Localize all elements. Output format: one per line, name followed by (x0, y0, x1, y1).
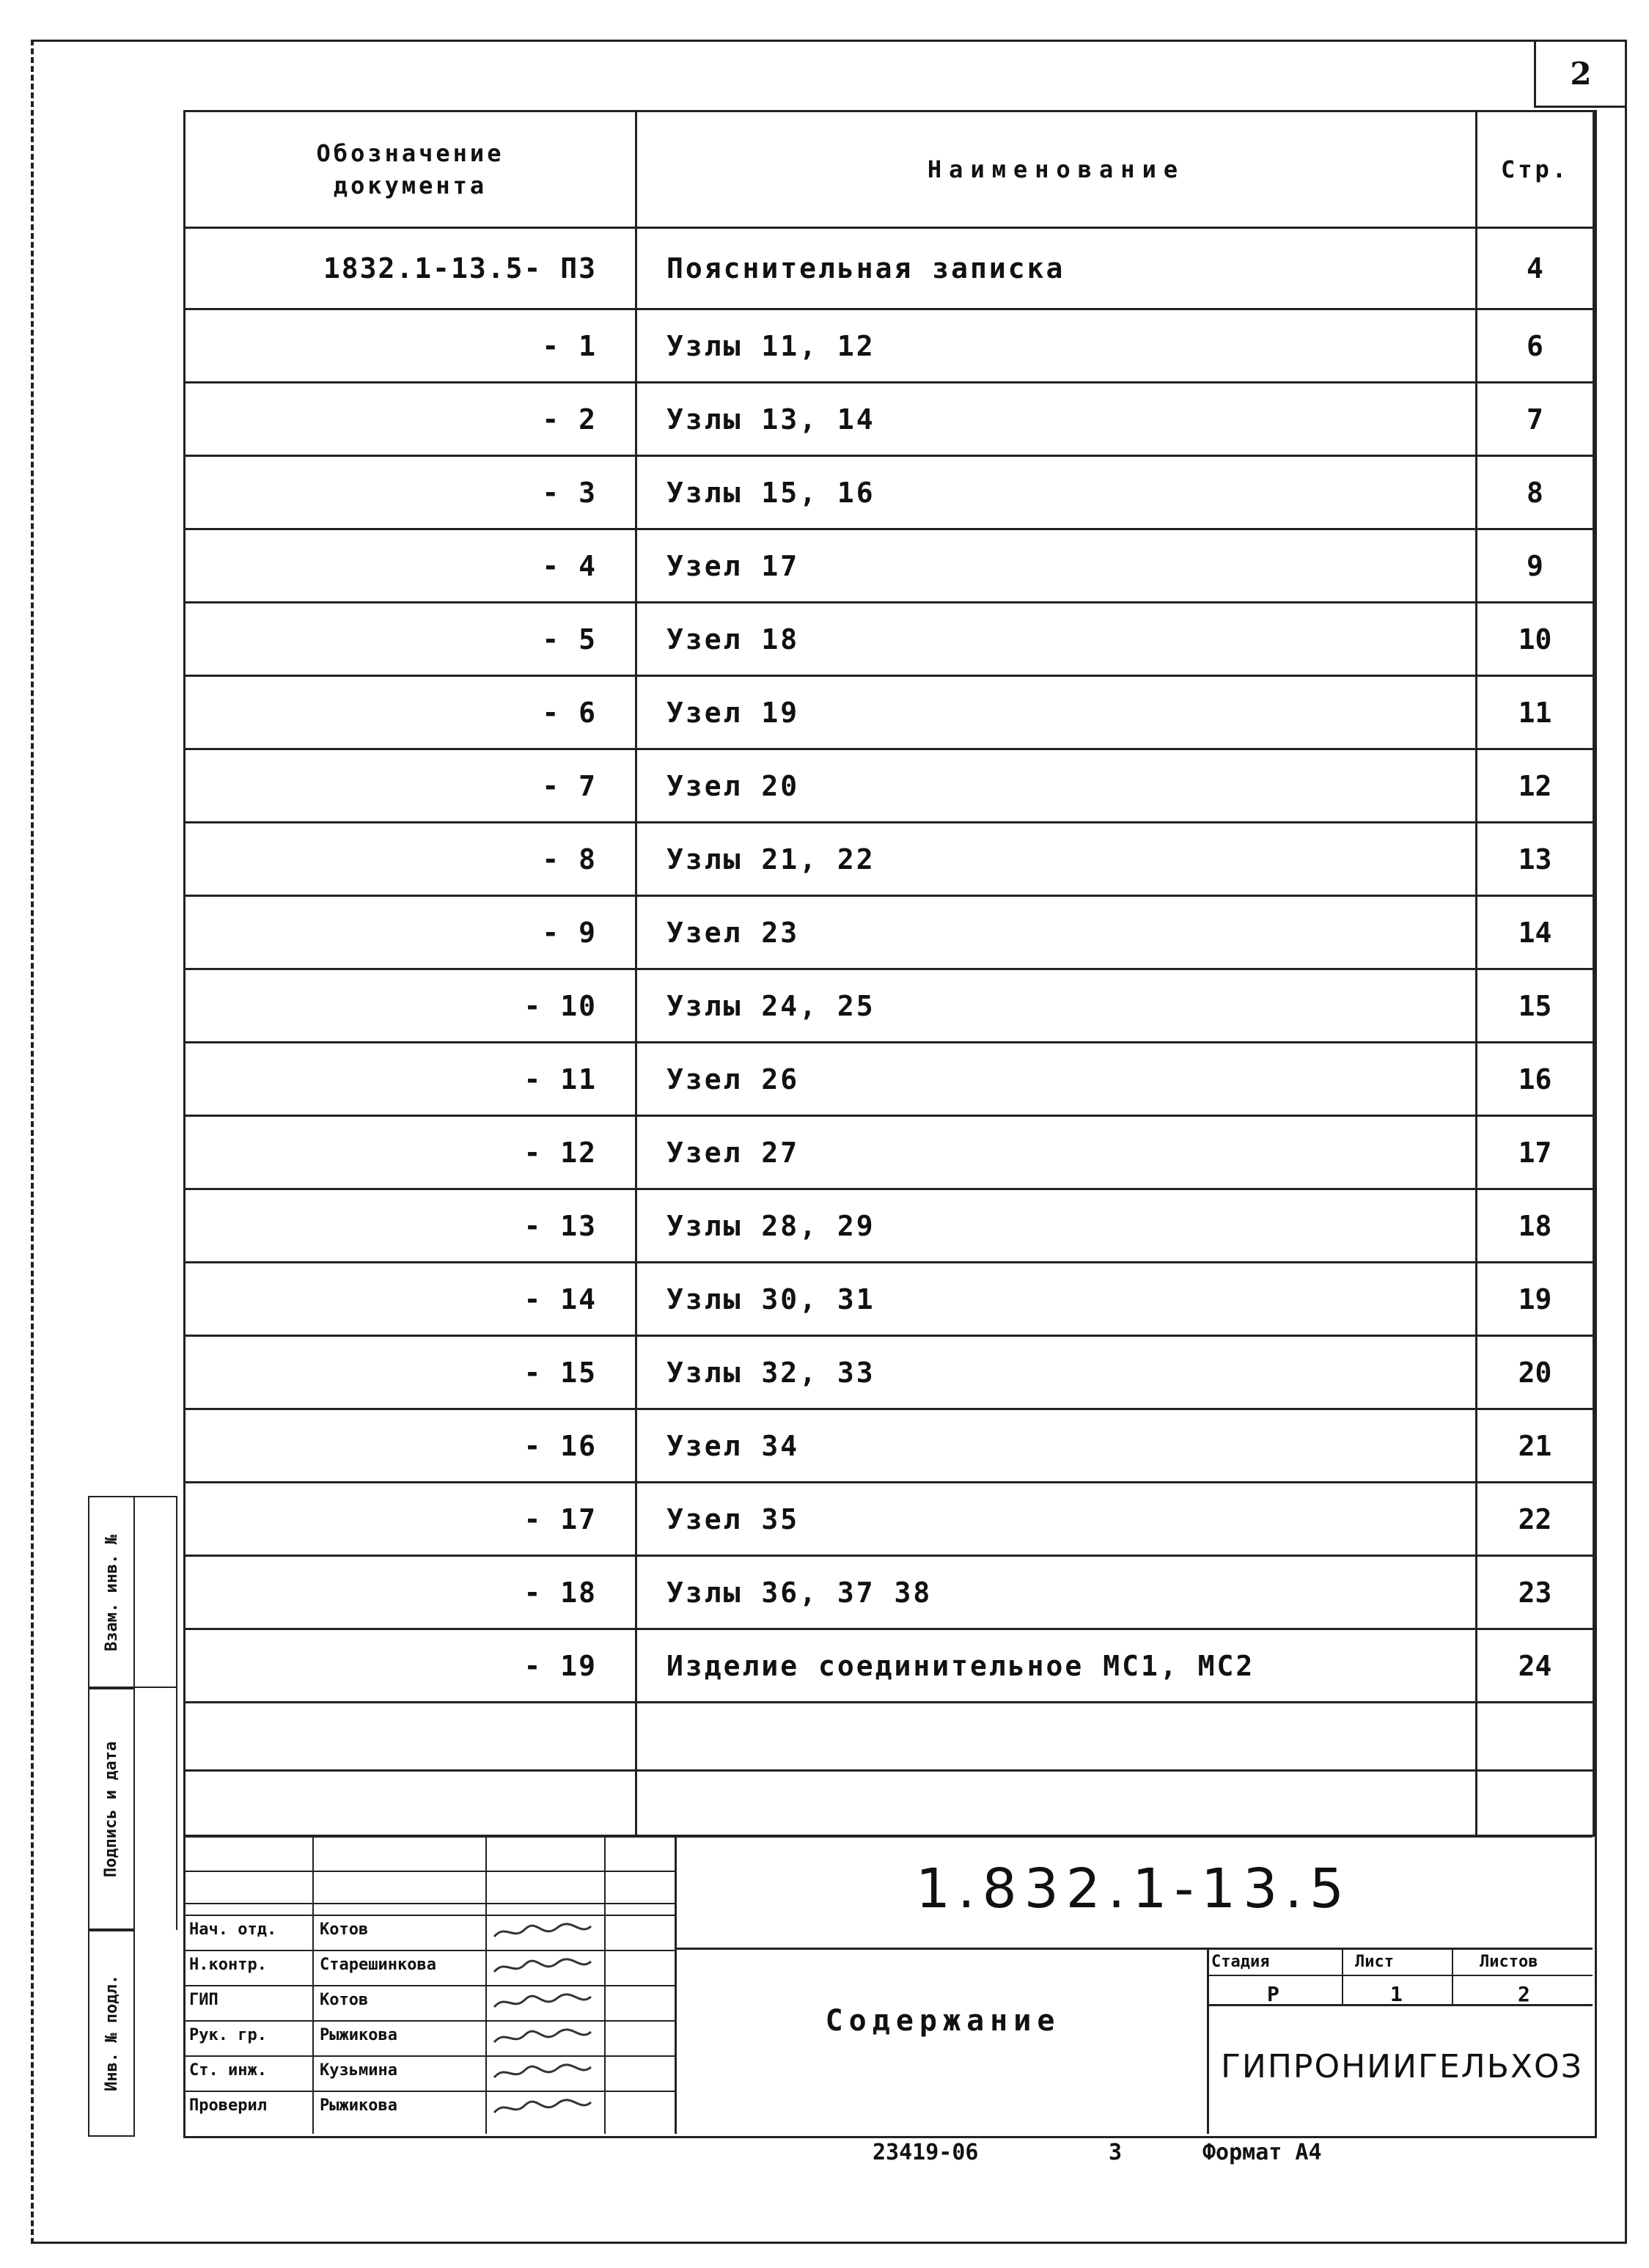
row-name: Узел 34 (636, 1409, 1477, 1483)
row-page: 19 (1477, 1263, 1594, 1336)
table-row (185, 969, 1594, 1043)
strip-original-inventory: Инв. № подл. (88, 1928, 135, 2137)
row-name: Узлы 13, 14 (636, 383, 1477, 456)
row-name: Узлы 36, 37 38 (636, 1556, 1477, 1629)
handwritten-signature (491, 2026, 594, 2052)
footer-copy-number: 23419-06 (873, 2140, 979, 2165)
footer-page: 3 (1109, 2140, 1123, 2165)
signature-surname: Котов (320, 1991, 369, 2009)
row-page: 23 (1477, 1556, 1594, 1629)
row-page: 22 (1477, 1483, 1594, 1556)
table-row-empty (185, 1703, 1594, 1771)
sheets-label: Листов (1480, 1953, 1538, 1971)
signature-table (183, 1835, 675, 2134)
row-name: Узел 23 (636, 896, 1477, 969)
sheet-label: Лист (1355, 1953, 1394, 1971)
signature-role: Ст. инж. (189, 2061, 267, 2080)
row-designation: - 1 (185, 309, 636, 383)
signature-role: Н.контр. (189, 1956, 267, 1974)
table-row (185, 309, 1594, 383)
signature-row (183, 2093, 675, 2118)
row-page: 12 (1477, 749, 1594, 823)
row-page: 8 (1477, 456, 1594, 529)
row-page: 7 (1477, 383, 1594, 456)
row-page: 18 (1477, 1189, 1594, 1263)
row-name: Изделие соединительное МС1, МС2 (636, 1629, 1477, 1703)
row-page: 15 (1477, 969, 1594, 1043)
table-row (185, 1409, 1594, 1483)
handwritten-signature (491, 1956, 594, 1982)
stage-label: Стадия (1211, 1953, 1270, 1971)
header-name: Наименование (636, 111, 1477, 228)
table-row (185, 823, 1594, 896)
handwritten-signature (491, 1991, 594, 2017)
row-designation: - 9 (185, 896, 636, 969)
row-name: Узлы 21, 22 (636, 823, 1477, 896)
table-row (185, 1629, 1594, 1703)
row-name: Узлы 24, 25 (636, 969, 1477, 1043)
document-designation: 1.832.1-13.5 (916, 1857, 1351, 1920)
row-designation: - 19 (185, 1629, 636, 1703)
signature-surname: Рыжикова (320, 2096, 397, 2115)
row-page: 17 (1477, 1116, 1594, 1189)
signature-row (183, 1917, 675, 1942)
row-designation: 1832.1-13.5- ПЗ (185, 228, 636, 309)
contents-body (185, 228, 1594, 1836)
row-designation: - 16 (185, 1409, 636, 1483)
row-designation: - 10 (185, 969, 636, 1043)
row-designation: - 5 (185, 603, 636, 676)
row-page: 10 (1477, 603, 1594, 676)
row-page: 14 (1477, 896, 1594, 969)
row-designation: - 2 (185, 383, 636, 456)
row-designation: - 18 (185, 1556, 636, 1629)
signature-surname: Рыжикова (320, 2026, 397, 2044)
row-designation: - 17 (185, 1483, 636, 1556)
row-name: Узел 26 (636, 1043, 1477, 1116)
table-row (185, 1336, 1594, 1409)
sheet-value: 1 (1390, 1982, 1403, 2006)
table-row (185, 749, 1594, 823)
row-name: Узел 17 (636, 529, 1477, 603)
footer-format: Формат А4 (1202, 2140, 1322, 2165)
strip-signature-date: Подпись и дата (88, 1687, 135, 1931)
row-page: 24 (1477, 1629, 1594, 1703)
strip-value-2 (132, 1687, 177, 1930)
strip-value-1 (132, 1496, 177, 1688)
signature-role: Рук. гр. (189, 2026, 267, 2044)
row-name: Узлы 28, 29 (636, 1189, 1477, 1263)
table-row (185, 228, 1594, 309)
table-row (185, 383, 1594, 456)
table-row (185, 676, 1594, 749)
title-block (183, 1835, 1593, 2134)
table-row (185, 456, 1594, 529)
row-page: 11 (1477, 676, 1594, 749)
row-page: 13 (1477, 823, 1594, 896)
handwritten-signature (491, 2061, 594, 2088)
row-name: Пояснительная записка (636, 228, 1477, 309)
row-name: Узел 20 (636, 749, 1477, 823)
row-page: 9 (1477, 529, 1594, 603)
header-page: Стр. (1477, 111, 1594, 228)
organization-name: ГИПРОНИИГЕЛЬХОЗ (1221, 2048, 1583, 2085)
signature-role: Проверил (189, 2096, 267, 2115)
row-designation: - 11 (185, 1043, 636, 1116)
row-designation: - 7 (185, 749, 636, 823)
row-name: Узлы 32, 33 (636, 1336, 1477, 1409)
strip-swap-inventory: Взам. инв. № (88, 1496, 135, 1689)
stage-value: Р (1267, 1982, 1279, 2006)
signature-surname: Кузьмина (320, 2061, 397, 2080)
table-row (185, 1116, 1594, 1189)
table-row (185, 1043, 1594, 1116)
signature-surname: Старешинкова (320, 1956, 436, 1974)
row-name: Узел 18 (636, 603, 1477, 676)
row-name: Узлы 30, 31 (636, 1263, 1477, 1336)
row-name: Узел 27 (636, 1116, 1477, 1189)
row-name: Узел 19 (636, 676, 1477, 749)
row-page: 20 (1477, 1336, 1594, 1409)
signature-row (183, 2023, 675, 2048)
signature-role: Нач. отд. (189, 1920, 277, 1939)
document-title: Содержание (825, 2004, 1061, 2038)
handwritten-signature (491, 2096, 594, 2123)
row-page: 6 (1477, 309, 1594, 383)
table-row (185, 896, 1594, 969)
row-designation: - 12 (185, 1116, 636, 1189)
row-designation: - 4 (185, 529, 636, 603)
header-designation: Обозначение документа (185, 111, 636, 228)
table-row (185, 1556, 1594, 1629)
sheets-value: 2 (1518, 1982, 1530, 2006)
row-designation: - 3 (185, 456, 636, 529)
row-designation: - 6 (185, 676, 636, 749)
table-header (185, 111, 1594, 228)
table-row-empty (185, 1771, 1594, 1836)
table-row (185, 1189, 1594, 1263)
handwritten-signature (491, 1920, 594, 1947)
row-designation: - 15 (185, 1336, 636, 1409)
table-row (185, 529, 1594, 603)
signature-row (183, 1988, 675, 2013)
signature-row (183, 1953, 675, 1978)
row-page: 4 (1477, 228, 1594, 309)
table-row (185, 1483, 1594, 1556)
row-name: Узлы 11, 12 (636, 309, 1477, 383)
table-row (185, 603, 1594, 676)
row-name: Узлы 15, 16 (636, 456, 1477, 529)
row-page: 16 (1477, 1043, 1594, 1116)
signature-role: ГИП (189, 1991, 218, 2009)
signature-surname: Котов (320, 1920, 369, 1939)
signature-row (183, 2058, 675, 2083)
binding-strip (88, 1496, 180, 2134)
table-row (185, 1263, 1594, 1336)
row-designation: - 14 (185, 1263, 636, 1336)
row-page: 21 (1477, 1409, 1594, 1483)
row-name: Узел 35 (636, 1483, 1477, 1556)
row-designation: - 8 (185, 823, 636, 896)
sheet-number: 2 (1534, 41, 1626, 108)
row-designation: - 13 (185, 1189, 636, 1263)
contents-table (183, 110, 1595, 1837)
